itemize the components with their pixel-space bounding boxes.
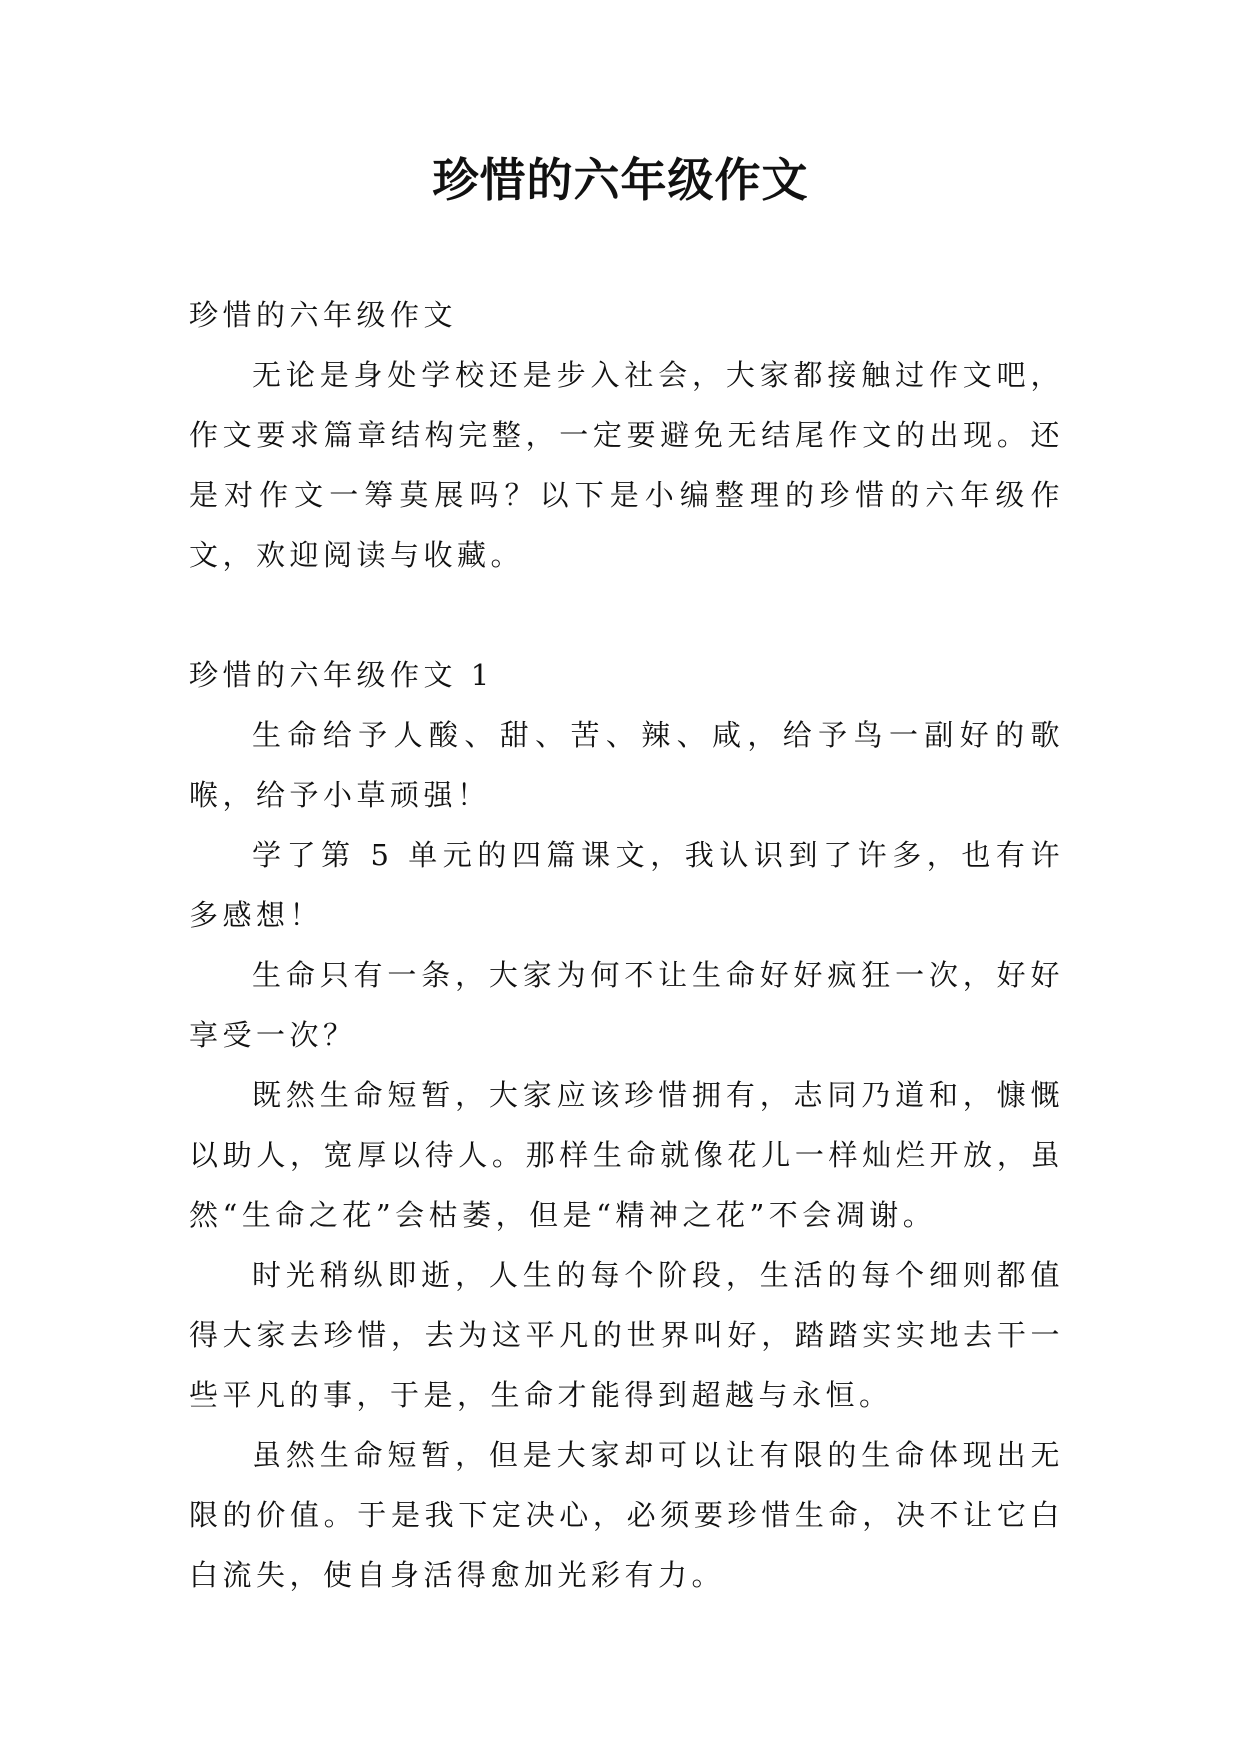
document-body (189, 285, 1064, 1605)
intro-paragraph: 无论是身处学校还是步入社会，大家都接触过作文吧，作文要求篇章结构完整，一定要避免无结尾作文的出现。还是对作文一筹莫展吗？以下是小编整理的珍惜的六年级作文，欢迎阅读与收藏。 (189, 358, 1064, 572)
paragraph-3: 生命只有一条，大家为何不让生命好好疯狂一次，好好享受一次？ (189, 958, 1064, 1052)
paragraph-2: 学了第 5 单元的四篇课文，我认识到了许多，也有许多感想！ (189, 838, 1064, 932)
paragraph-1: 生命给予人酸、甜、苦、辣、咸，给予鸟一副好的歌喉，给予小草顽强！ (189, 718, 1064, 812)
paragraph-5: 时光稍纵即逝，人生的每个阶段，生活的每个细则都值得大家去珍惜，去为这平凡的世界叫好，踏踏实实地去干一些平凡的事，于是，生命才能得到超越与永恒。 (189, 1258, 1064, 1412)
section-spacer (189, 585, 1064, 645)
paragraph-4: 既然生命短暂，大家应该珍惜拥有，志同乃道和，慷慨以助人，宽厚以待人。那样生命就像花儿一样灿烂开放，虽然“生命之花”会枯萎，但是“精神之花”不会凋谢。 (189, 1078, 1064, 1232)
intro-heading: 珍惜的六年级作文 (189, 298, 458, 332)
paragraph-6: 虽然生命短暂，但是大家却可以让有限的生命体现出无限的价值。于是我下定决心，必须要珍惜生命，决不让它白白流失，使自身活得愈加光彩有力。 (189, 1438, 1064, 1592)
document-title: 珍惜的六年级作文 (432, 153, 809, 207)
section-heading: 珍惜的六年级作文 1 (189, 658, 494, 692)
